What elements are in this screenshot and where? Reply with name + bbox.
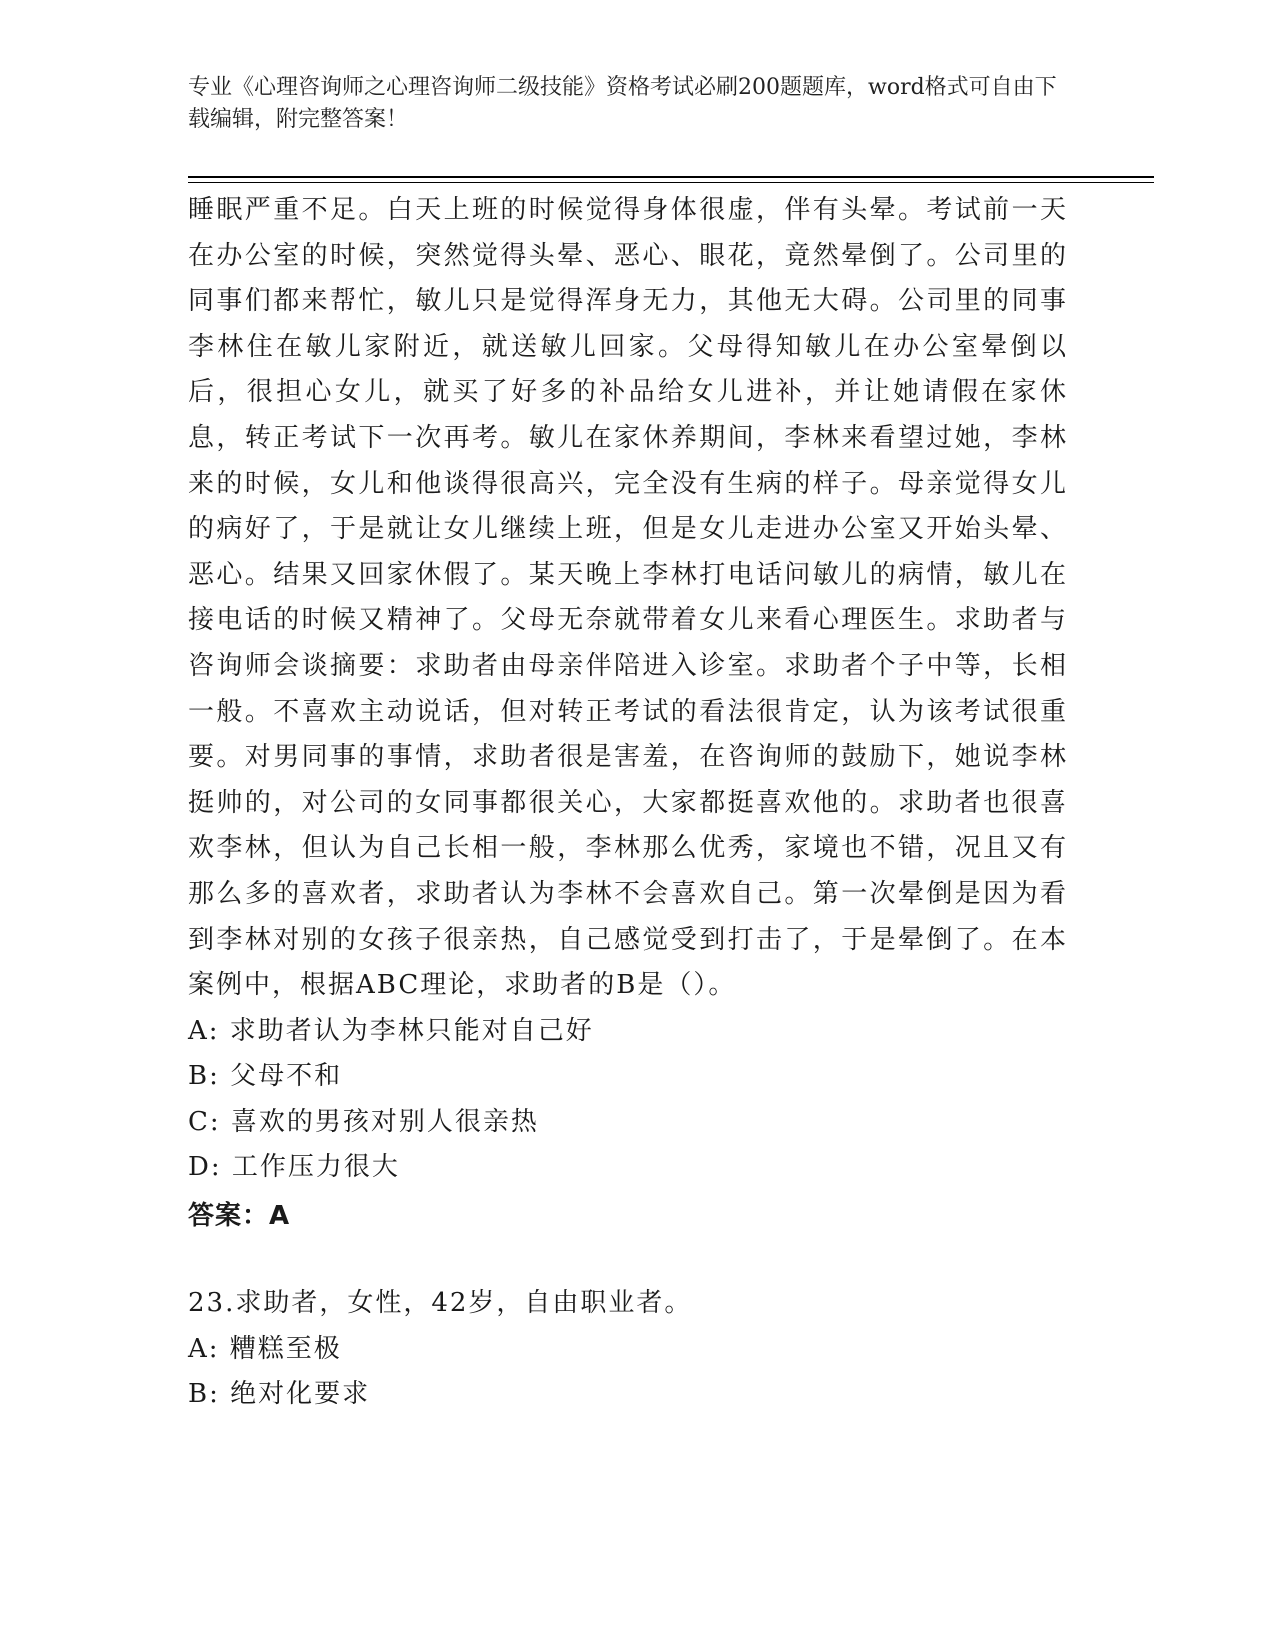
question-spacer <box>188 1239 1068 1281</box>
question-stem: 23.求助者，女性，42岁，自由职业者。 <box>188 1288 693 1319</box>
header-divider <box>188 176 1154 178</box>
question-stem: 睡眠严重不足。白天上班的时候觉得身体很虚，伴有头晕。考试前一天在办公室的时候，突然觉得头晕、恶心、眼花，竟然晕倒了。公司里的同事们都来帮忙，敏儿只是觉得浑身无力，其他无大碍。公司里的同事李林住在敏儿家附近，就送敏儿回家。父母得知敏儿在办公室晕倒以后，很担心女儿，就买了好多的补品给女儿进补，并让她请假在家休息，转正考试下一次再考。敏儿在家休养期间，李林来看望过她，李林来的时候，女儿和他谈得很高兴，完全没有生病的样子。母亲觉得女儿的病好了，于是就让女儿继续上班，但是女儿走进办公室又开始头晕、恶心。结果又回家休假了。某天晚上李林打电话问敏儿的病情，敏儿在接电话的时候又精神了。父母无奈就带着女儿来看心理医生。求助者与咨询师会谈摘要：求助者由母亲伴陪进入诊室。求助者个子中等，长相一般。不喜欢主动说话，但对转正考试的看法很肯定，认为该考试很重要。对男同事的事情，求助者很是害羞，在咨询师的鼓励下，她说李林挺帅的，对公司的女同事都很关心，大家都挺喜欢他的。求助者也很喜欢李林，但认为自己长相一般，李林那么优秀，家境也不错，况且又有那么多的喜欢者，求助者认为李林不会喜欢自己。第一次晕倒是因为看到李林对别的女孩子很亲热，自己感觉受到打击了，于是晕倒了。在本案例中，根据ABC理论，求助者的B是（）。 <box>188 195 1068 1001</box>
option-a: A: 糟糕至极 <box>188 1333 342 1364</box>
option-b: B: 父母不和 <box>188 1061 343 1092</box>
option-b: B: 绝对化要求 <box>188 1379 371 1410</box>
option-a: A: 求助者认为李林只能对自己好 <box>188 1015 594 1046</box>
page-header <box>188 72 1068 136</box>
header-title: 专业《心理咨询师之心理咨询师二级技能》资格考试必刷200题题库，word格式可自由下载编辑，附完整答案！ <box>188 75 1057 132</box>
option-d: D: 工作压力很大 <box>188 1152 400 1183</box>
question-23 <box>188 1281 1068 1418</box>
question-22 <box>188 188 1068 1239</box>
document-body <box>188 188 1068 1418</box>
answer-line: 答案：A <box>188 1201 291 1232</box>
option-c: C: 喜欢的男孩对别人很亲热 <box>188 1106 539 1137</box>
header-divider-thin <box>188 182 1154 183</box>
